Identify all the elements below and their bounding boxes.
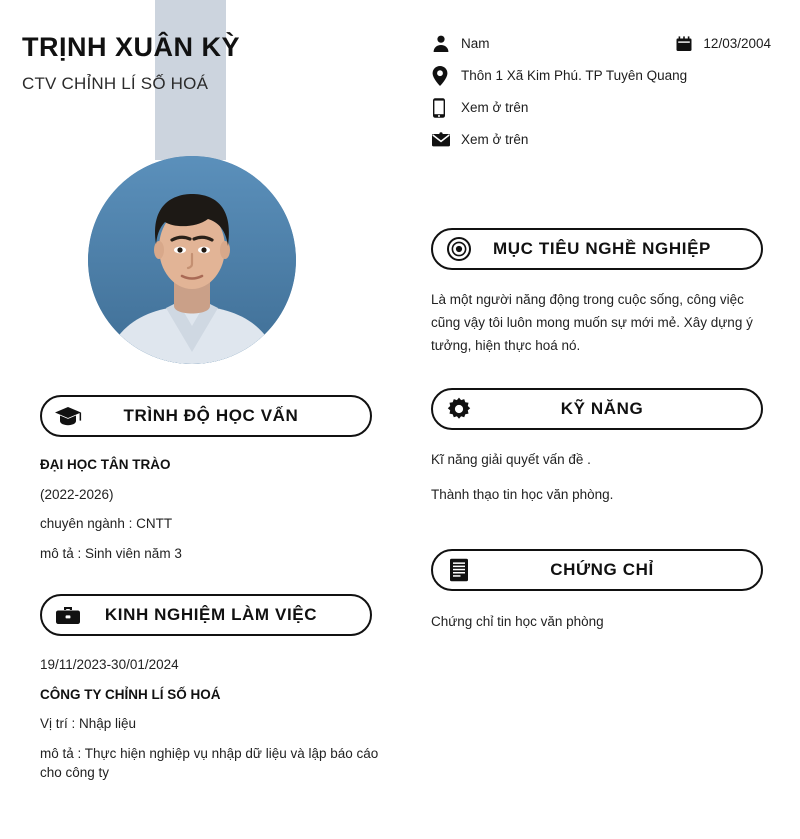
section-header-education [40,395,372,437]
contact-row-email [431,124,771,156]
experience-body [40,655,380,783]
certificate-body [431,610,766,633]
briefcase-icon [42,604,94,626]
section-header-skills [431,388,763,430]
section-header-certificate [431,549,763,591]
contact-gender: Nam [461,36,490,52]
location-pin-icon [431,65,461,87]
experience-position: Vị trí : Nhập liệu [40,716,137,732]
experience-period: 19/11/2023-30/01/2024 [40,657,179,672]
goal-body [431,288,766,358]
contact-birthday: 12/03/2004 [703,36,771,52]
contact-address: Thôn 1 Xã Kim Phú. TP Tuyên Quang [461,68,688,84]
section-header-goal [431,228,763,270]
skill-item: Thành thạo tin học văn phòng. [431,487,614,503]
section-title-goal: MỤC TIÊU NGHỀ NGHIỆP [493,239,711,258]
skills-body [431,448,766,506]
goal-text: Là một người năng động trong cuộc sống, công việc cũng vậy tôi luôn mong muốn sự mới mẻ. Xây dựng ý tưởng, hiện thực hoá nó. [431,292,753,354]
person-icon [431,34,461,54]
experience-description: mô tả : Thực hiện nghiệp vụ nhập dữ liệu và lập báo cáo cho công ty [40,745,379,781]
section-header-experience [40,594,372,636]
mail-icon [431,132,461,148]
avatar-photo [88,156,296,364]
contact-phone: Xem ở trên [461,100,529,116]
section-title-skills: KỸ NĂNG [560,399,644,418]
education-school: ĐẠI HỌC TÂN TRÀO [40,457,171,472]
calendar-icon [675,35,703,53]
contact-email: Xem ở trên [461,132,529,148]
contact-info [431,28,771,156]
contact-row-phone [431,92,771,124]
gear-icon [433,396,485,422]
education-body [40,455,380,563]
education-major: chuyên ngành : CNTT [40,516,173,532]
name-block [22,32,362,94]
phone-icon [431,97,461,119]
page-title: TRỊNH XUÂN KỲ [22,32,241,62]
section-title-certificate: CHỨNG CHỈ [550,560,654,579]
section-title-experience: KINH NGHIỆM LÀM VIỆC [104,605,318,624]
education-description: mô tả : Sinh viên năm 3 [40,545,182,561]
certificate-text: Chứng chỉ tin học văn phòng [431,614,604,629]
contact-row-address [431,60,771,92]
job-title: CTV CHỈNH LÍ SỐ HOÁ [22,73,209,93]
experience-company: CÔNG TY CHỈNH LÍ SỐ HOÁ [40,686,221,702]
skill-item: Kĩ năng giải quyết vấn đề . [431,452,591,467]
section-title-education: TRÌNH ĐỘ HỌC VẤN [123,406,299,425]
graduation-cap-icon [42,405,94,427]
contact-birthday-group [675,35,771,53]
avatar [88,156,296,364]
target-icon [433,236,485,262]
contact-row-gender-birthday [431,28,771,60]
education-period: (2022-2026) [40,486,114,502]
certificate-icon [433,557,485,583]
